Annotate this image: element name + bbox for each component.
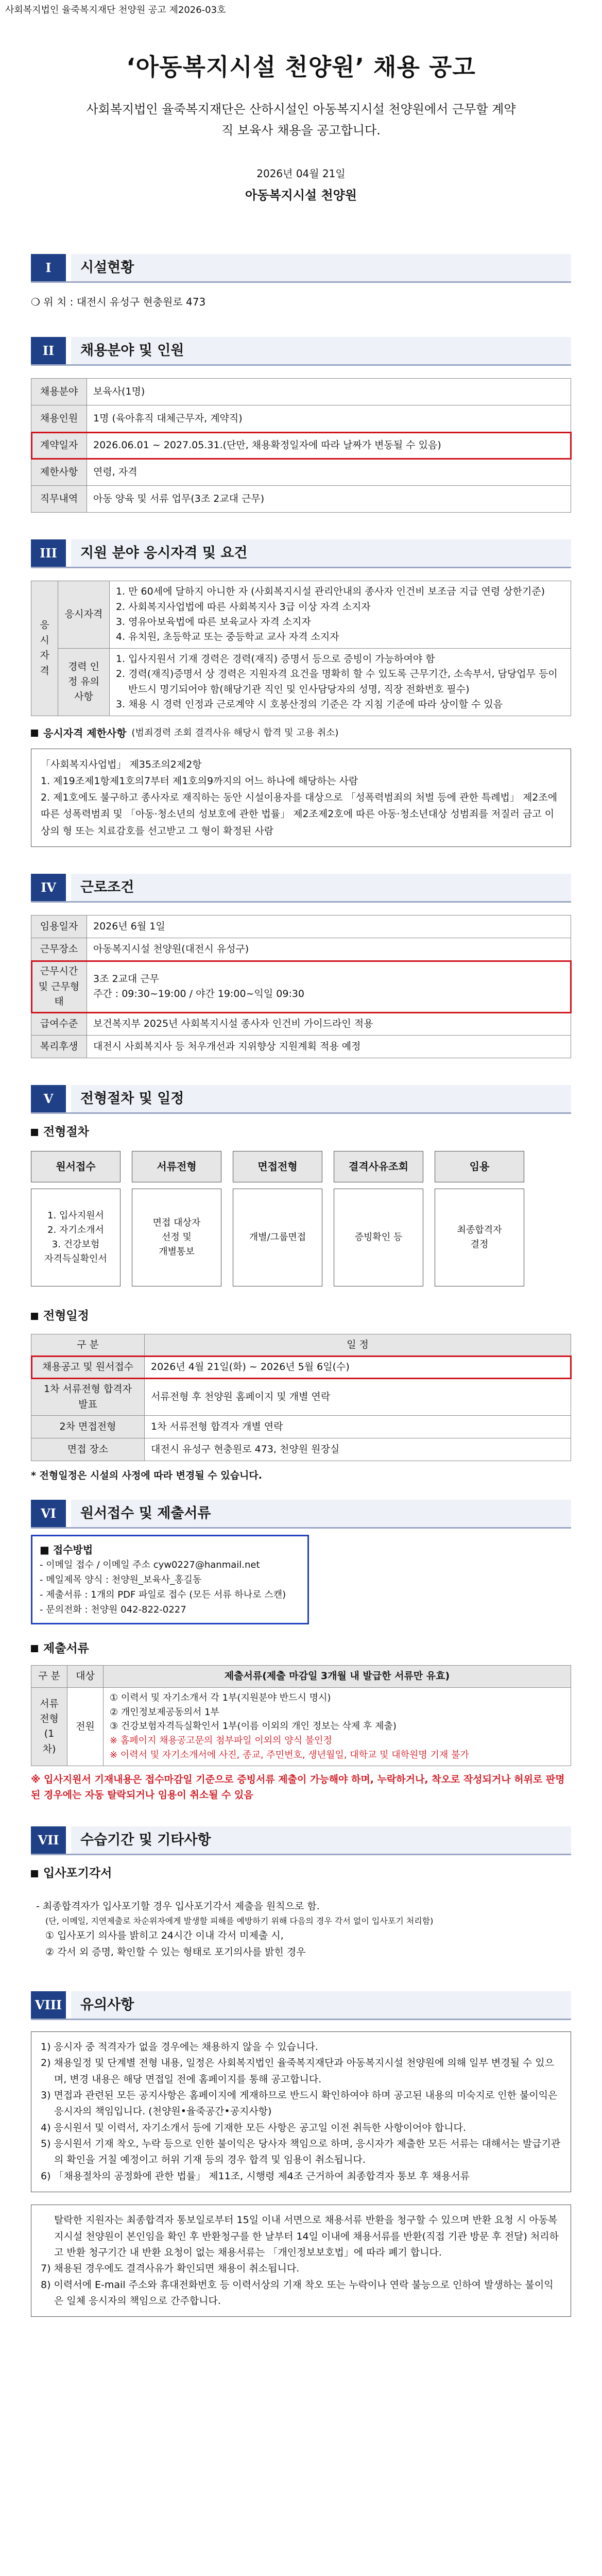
column-header: 대상 bbox=[67, 1666, 104, 1687]
row-value: 3조 2교대 근무 주간 : 09:30~19:00 / 야간 19:00~익일 09:30 bbox=[87, 961, 571, 1013]
row-value: 2026년 6월 1일 bbox=[87, 916, 571, 938]
table-row bbox=[31, 648, 571, 716]
table-row bbox=[31, 486, 571, 513]
table-row bbox=[31, 1356, 571, 1379]
posting-date: 2026년 04월 21일 bbox=[256, 167, 346, 180]
schedule-note: * 전형일정은 시설의 사정에 따라 변경될 수 있습니다. bbox=[31, 1469, 262, 1481]
section-title: 시설현황 bbox=[71, 254, 571, 281]
apply-line: - 이메일 접수 / 이메일 주소 cyw0227@hanmail.net bbox=[40, 1560, 260, 1571]
caution-item: 4) 응시원서 및 이력서, 자기소개서 등에 기재한 모든 사항은 공고일 이전 취득한 사항이어야 합니다. bbox=[41, 2122, 466, 2133]
row-value: 보건복지부 2025년 사회복지시설 종사자 인건비 가이드라인 적용 bbox=[87, 1013, 571, 1036]
section-4-header bbox=[31, 874, 571, 903]
section-number: III bbox=[31, 539, 66, 567]
table-row bbox=[31, 432, 571, 459]
section-number: I bbox=[31, 254, 66, 281]
procedure-title: 전형절차 bbox=[43, 1125, 89, 1139]
list-item: ② 개인정보제공동의서 1부 bbox=[110, 1706, 219, 1718]
facility-location: ❍ 위 치 : 대전시 유성구 현충원로 473 bbox=[31, 296, 206, 309]
note-line: ① 입사포기 의사를 밝히고 24시간 이내 각서 미제출 시, bbox=[45, 1930, 284, 1942]
row-label: 채용공고 및 원서접수 bbox=[31, 1356, 145, 1379]
table-row bbox=[31, 405, 571, 432]
section-title: 근로조건 bbox=[71, 874, 571, 901]
lead-text: 사회복지법인 율죽복지재단은 산하시설인 아동복지시설 천양원에서 근무할 계약직 보육사 채용을 공고합니다. bbox=[86, 102, 516, 138]
step-body bbox=[31, 1189, 121, 1286]
list-item: 2. 경력(재직)증명서 상 경력은 지원자격 요건을 명확히 할 수 있도록 근무기간, 소속부서, 담당업무 등이 반드시 명기되어야 함(해당기관 직인 및 인사담당자의 성명, 직장 전화번호 필수) bbox=[116, 668, 558, 695]
column-header: 일 정 bbox=[145, 1334, 571, 1355]
step-text: 개별/그룹면접 bbox=[249, 1232, 306, 1243]
forfeit-heading bbox=[31, 1865, 571, 1883]
step-text: 증빙확인 등 bbox=[354, 1232, 403, 1243]
square-bullet-icon bbox=[31, 1645, 38, 1652]
caution-item: 3) 면접과 관련된 모든 공지사항은 홈페이지에 게재하므로 반드시 확인하여야 하며 공고된 내용의 미숙지로 인한 불이익은 응시자의 책임입니다. (천양원•율죽공간•공지사항) bbox=[41, 2090, 558, 2117]
caution-list bbox=[31, 2031, 571, 2192]
row-label: 경력 인정 유의사항 bbox=[58, 648, 110, 716]
section-7-header bbox=[31, 1826, 571, 1855]
step-text: 면접 대상자 선정 및 개별통보 bbox=[152, 1217, 201, 1257]
row-value: 대전시 사회복지사 등 처우개선과 지위향상 지원계획 적용 예정 bbox=[87, 1036, 571, 1058]
square-bullet-icon bbox=[31, 1129, 38, 1136]
procedure-flow bbox=[31, 1151, 571, 1286]
row-label: 급여수준 bbox=[31, 1013, 87, 1036]
column-header: 구 분 bbox=[31, 1666, 67, 1687]
section-1-header bbox=[31, 254, 571, 283]
list-item: ※ 이력서 및 자기소개서에 사진, 종교, 주민번호, 생년월일, 대학교 및 대학원명 기재 불가 bbox=[110, 1750, 469, 1761]
list-item: 3. 영유아보육법에 따른 보육교사 자격 소지자 bbox=[116, 616, 311, 628]
procedure-step bbox=[31, 1151, 121, 1286]
step-text: 1. 입사지원서 2. 자기소개서 3. 건강보험 자격득실확인서 bbox=[44, 1210, 107, 1264]
organization-name: 아동복지시설 천양원 bbox=[245, 188, 357, 202]
restriction-box: 「사회복지사업법」 제35조의2제2항 1. 제19조제1항제1호의7부터 제1호의9까지의 어느 하나에 해당하는 사람 2. 제1호에도 불구하고 종사자로 재직하는 동안 시설이용자를 대상으로 「성폭력범죄의 처벌 등에 관한 특례법」 제2조에 따른 성폭력범죄 및 「아동·청소년의 성보호에 관한 법률」 제2조제2호에 따른 아동·청소년대상 성범죄를 저질러 금고 이상의 형 또는 치료감호를 선고받고 그 형이 확정된 사람 bbox=[31, 749, 571, 847]
section-number: VI bbox=[31, 1500, 66, 1527]
table-row bbox=[31, 1013, 571, 1036]
caution-item: 6) 「채용절차의 공정화에 관한 법률」 제11조, 시행령 제4조 근거하여 최종합격자 통보 후 채용서류 bbox=[41, 2170, 470, 2182]
section-title: 전형절차 및 일정 bbox=[71, 1085, 571, 1112]
section-number: IV bbox=[31, 874, 66, 901]
table-row bbox=[31, 1687, 571, 1766]
row-label: 1차 서류전형 합격자 발표 bbox=[31, 1379, 145, 1416]
schedule-heading bbox=[31, 1307, 571, 1326]
caution-item: 1) 응시자 중 적격자가 없을 경우에는 채용하지 않을 수 있습니다. bbox=[41, 2041, 318, 2053]
row-value bbox=[110, 581, 571, 649]
header-line: 사회복지법인 율죽복지재단 천양원 공고 제2026-03호 bbox=[5, 5, 226, 15]
caution-item: 8) 이력서에 E-mail 주소와 휴대전화번호 등 이력서상의 기재 착오 또는 누락이나 연락 불능으로 인하여 발생하는 불이익은 일체 응시자의 책임으로 간주합니다. bbox=[41, 2279, 554, 2307]
row-value: 대전시 유성구 현충원로 473, 천양원 원장실 bbox=[145, 1438, 571, 1461]
list-item: 1. 만 60세에 달하지 아니한 자 (사회복지시설 관리안내의 종사자 인건비 보조금 지급 연령 상한기준) bbox=[116, 586, 545, 598]
square-bullet-icon bbox=[31, 730, 38, 737]
table-row bbox=[31, 1036, 571, 1058]
apply-line: - 문의전화 : 천양원 042-822-0227 bbox=[40, 1604, 186, 1615]
section-title: 원서접수 및 제출서류 bbox=[71, 1500, 571, 1527]
restriction-heading bbox=[31, 725, 571, 741]
caution-continued bbox=[31, 2205, 571, 2317]
table-row bbox=[31, 916, 571, 938]
step-title: 결격사유조회 bbox=[334, 1151, 423, 1182]
restriction-note: (범죄경력 조회 결격사유 해당시 합격 및 고용 취소) bbox=[131, 727, 339, 739]
section-title: 수습기간 및 기타사항 bbox=[71, 1826, 571, 1854]
documents-title: 제출서류 bbox=[43, 1641, 89, 1655]
recruitment-table bbox=[31, 378, 571, 513]
step-body bbox=[435, 1189, 524, 1286]
forfeit-title: 입사포기각서 bbox=[43, 1867, 112, 1880]
page-title: ‘아동복지시설 천양원’ 채용 공고 bbox=[126, 53, 476, 81]
row-label: 근무시간 및 근무형태 bbox=[31, 961, 87, 1013]
schedule-title: 전형일정 bbox=[43, 1309, 89, 1323]
column-header: 구 분 bbox=[31, 1334, 145, 1355]
row-label: 직무내역 bbox=[31, 486, 87, 513]
row-label: 제한사항 bbox=[31, 459, 87, 486]
row-value bbox=[104, 1687, 571, 1766]
table-row bbox=[31, 1379, 571, 1416]
documents-table bbox=[31, 1665, 571, 1766]
row-label: 복리후생 bbox=[31, 1036, 87, 1058]
row-label: 면접 장소 bbox=[31, 1438, 145, 1461]
row-target: 전원 bbox=[67, 1687, 104, 1766]
list-item: 3. 채용 시 경력 인정과 근로계약 시 호봉산정의 기준은 각 지침 기준에 따라 상이할 수 있음 bbox=[116, 699, 503, 710]
row-value bbox=[110, 648, 571, 716]
section-number: II bbox=[31, 337, 66, 364]
row-label: 임용일자 bbox=[31, 916, 87, 938]
row-label: 2차 면접전형 bbox=[31, 1415, 145, 1438]
forfeit-text bbox=[31, 1899, 571, 1960]
procedure-step bbox=[435, 1151, 524, 1286]
list-item: ① 이력서 및 자기소개서 각 1부(지원분야 반드시 명시) bbox=[110, 1692, 331, 1703]
step-body bbox=[233, 1189, 322, 1286]
row-value: 2026.06.01 ~ 2027.05.31.(단만, 채용확정일자에 따라 날짜가 변동될 수 있음) bbox=[87, 432, 571, 459]
table-row bbox=[31, 1415, 571, 1438]
procedure-heading bbox=[31, 1123, 571, 1142]
row-value: 1차 서류전형 합격자 개별 연락 bbox=[145, 1415, 571, 1438]
apply-line: - 메일제목 양식 : 천양원_보육사_홍길동 bbox=[40, 1574, 202, 1586]
row-label: 채용인원 bbox=[31, 405, 87, 432]
qualification-table bbox=[31, 581, 571, 716]
row-value: 아동복지시설 천양원(대전시 유성구) bbox=[87, 938, 571, 961]
table-row bbox=[31, 938, 571, 961]
table-row bbox=[31, 1438, 571, 1461]
step-title: 서류전형 bbox=[132, 1151, 221, 1182]
note-line: ② 각서 외 증명, 확인할 수 있는 형태로 포기의사를 밝힌 경우 bbox=[45, 1946, 306, 1958]
row-value: 아동 양육 및 서류 업무(3조 2교대 근무) bbox=[87, 486, 571, 513]
caution-item: 7) 채용된 경우에도 결격사유가 확인되면 채용이 취소됩니다. bbox=[41, 2263, 300, 2275]
row-value: 연령, 자격 bbox=[87, 459, 571, 486]
note-line: (단, 이메일, 지연제출로 차순위자에게 발생할 피해를 예방하기 위해 다음의 경우 각서 없이 입사포기 처리함) bbox=[45, 1916, 434, 1926]
career-list bbox=[116, 652, 564, 713]
table-header-row bbox=[31, 1334, 571, 1355]
row-value: 2026년 4월 21일(화) ~ 2026년 5월 6일(수) bbox=[145, 1356, 571, 1379]
table-row bbox=[31, 961, 571, 1013]
section-title: 지원 분야 응시자격 및 요건 bbox=[71, 539, 571, 567]
step-text: 최종합격자 결정 bbox=[457, 1225, 502, 1250]
row-label: 계약일자 bbox=[31, 432, 87, 459]
list-item: 2. 사회복지사업법에 따른 사회복지사 3급 이상 자격 소지자 bbox=[116, 601, 371, 613]
application-method-box bbox=[31, 1535, 309, 1624]
section-8-header bbox=[31, 1991, 571, 2020]
row-label: 서류 전형 (1차) bbox=[31, 1687, 67, 1766]
list-item: 1. 입사지원서 기재 경력은 경력(재직) 증명서 등으로 증빙이 가능하여야 함 bbox=[116, 653, 435, 665]
row-value: 서류전형 후 천양원 홈페이지 및 개별 연락 bbox=[145, 1379, 571, 1416]
step-title: 임용 bbox=[435, 1151, 524, 1182]
procedure-step bbox=[132, 1151, 221, 1286]
step-title: 원서접수 bbox=[31, 1151, 121, 1182]
column-header: 제출서류(제출 마감일 3개월 내 발급한 서류만 유효) bbox=[104, 1666, 571, 1687]
table-header-row bbox=[31, 1666, 571, 1687]
working-conditions-table bbox=[31, 915, 571, 1058]
square-bullet-icon bbox=[31, 1870, 38, 1877]
apply-title: ■ 접수방법 bbox=[40, 1544, 93, 1556]
schedule-table bbox=[31, 1334, 571, 1461]
caution-item: 5) 응시원서 기재 착오, 누락 등으로 인한 불이익은 당사자 책임으로 하며, 응시자가 제출한 모든 서류는 대해서는 발급기관의 확인을 거칠 예정이고 허위 기재 등의 경우 합격 및 임용이 취소됩니다. bbox=[41, 2138, 561, 2166]
caution-item: 2) 채용일정 및 단계별 전형 내용, 일정은 사회복지법인 율죽복지재단과 아동복지시설 천양원에 의해 일부 변경될 수 있으며, 변경 내용은 해당 면접일 전에 홈페이지를 통해 공고합니다. bbox=[41, 2057, 555, 2085]
list-item: ③ 건강보험자격득실확인서 1부(이름 이외의 개인 정보는 삭제 후 제출) bbox=[110, 1721, 397, 1732]
table-row bbox=[31, 379, 571, 405]
list-item: 4. 유치원, 초등학교 또는 중등학교 교사 자격 소지자 bbox=[116, 631, 339, 643]
row-value: 1명 (육아휴직 대체근무자, 계약직) bbox=[87, 405, 571, 432]
row-value: 보육사(1명) bbox=[87, 379, 571, 405]
row-label: 근무장소 bbox=[31, 938, 87, 961]
step-body bbox=[334, 1189, 423, 1286]
row-label: 응시자격 bbox=[58, 581, 110, 649]
section-number: V bbox=[31, 1085, 66, 1112]
side-label: 응 시 자 격 bbox=[31, 581, 58, 716]
step-body bbox=[132, 1189, 221, 1286]
qualification-list bbox=[116, 584, 564, 645]
section-title: 유의사항 bbox=[71, 1991, 571, 2019]
section-2-header bbox=[31, 337, 571, 366]
list-item: ※ 홈페이지 채용공고문의 첨부파일 이외의 양식 불인정 bbox=[110, 1735, 332, 1747]
section-6-header bbox=[31, 1500, 571, 1529]
section-number: VIII bbox=[31, 1991, 66, 2019]
procedure-step bbox=[334, 1151, 423, 1286]
row-label: 채용분야 bbox=[31, 379, 87, 405]
section-title: 채용분야 및 인원 bbox=[71, 337, 571, 364]
procedure-step bbox=[233, 1151, 322, 1286]
note-line: - 최종합격자가 입사포기할 경우 입사포기각서 제출을 원칙으로 함. bbox=[36, 1900, 320, 1912]
square-bullet-icon bbox=[31, 1313, 38, 1320]
table-row bbox=[31, 581, 571, 649]
section-5-header bbox=[31, 1085, 571, 1114]
section-3-header bbox=[31, 539, 571, 568]
table-row bbox=[31, 459, 571, 486]
documents-heading bbox=[31, 1640, 571, 1658]
step-title: 면접전형 bbox=[233, 1151, 322, 1182]
apply-line: - 제출서류 : 1개의 PDF 파일로 접수 (모든 서류 하나로 스캔) bbox=[40, 1589, 286, 1600]
section-number: VII bbox=[31, 1826, 66, 1854]
restriction-title: 응시자격 제한사항 bbox=[43, 726, 127, 739]
documents-warning: ※ 입사지원서 기재내용은 접수마감일 기준으로 증빙서류 제출이 가능해야 하며, 누락하거나, 착오로 작성되거나 허위로 판명된 경우에는 자동 탈락되거나 임용이 취소될 수 있음 bbox=[31, 1774, 565, 1801]
caution-item: 탈락한 지원자는 최종합격자 통보일로부터 15일 이내 서면으로 채용서류 반환을 청구할 수 있으며 반환 요청 시 아동복지시설 천양원이 본인임을 확인 후 반환청구를 한 날부터 14일 이내에 채용서류를 반환(직접 기관 방문 후 전달) 처리하고 반환 청구기간 내 반환 요청이 없는 채용서류는 「개인정보보호법」에 따라 폐기 합니다. bbox=[54, 2214, 559, 2258]
